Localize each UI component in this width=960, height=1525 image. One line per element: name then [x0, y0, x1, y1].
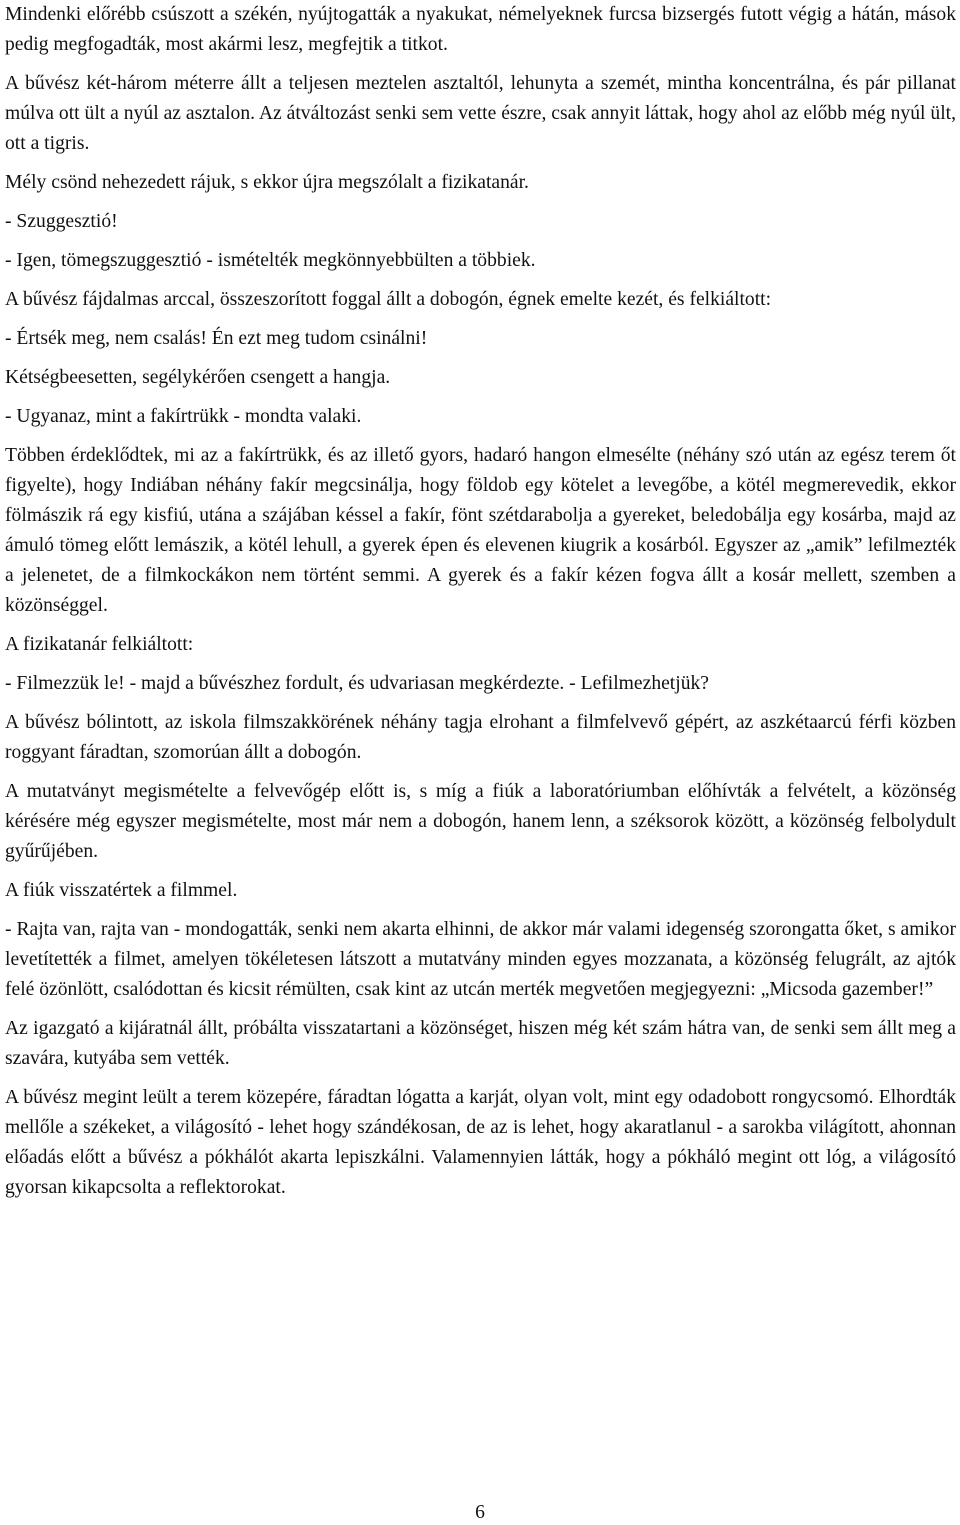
paragraph-12: - Filmezzük le! - majd a bűvészhez fordult, és udvariasan megkérdezte. - Lefilmezhetjük? [5, 673, 709, 694]
paragraph-16: - Rajta van, rajta van - mondogatták, senki nem akarta elhinni, de akkor már valami idegenség szorongatta őket, s amikor levetítették a filmet, amelyen tökéletesen látszott a mutatvány minden egyes mozzanata, a közönség felugrált, az ajtók felé özönlött, csalódottan és kicsit rémülten, csak kint az utcán merték megvetően megjegyezni: „Micsoda gazember!” [5, 919, 956, 1000]
paragraph-5: - Igen, tömegszuggesztió - ismételték megkönnyebbülten a többiek. [5, 250, 536, 271]
paragraph-1: Mindenki előrébb csúszott a székén, nyújtogatták a nyakukat, némelyeknek furcsa bizsergés futott végig a hátán, mások pedig megfogadták, most akármi lesz, megfejtik a titkot. [5, 4, 956, 55]
paragraph-15: A fiúk visszatértek a filmmel. [5, 880, 238, 901]
paragraph-4: - Szuggesztió! [5, 211, 118, 232]
paragraph-18: A bűvész megint leült a terem közepére, fáradtan lógatta a karját, olyan volt, mint egy odadobott rongycsomó. Elhordták mellőle a székeket, a világosító - lehet hogy szándékosan, de az is lehet, hogy akaratlanul - a sarokba világított, ahonnan előadás előtt a bűvész a pókhálót akarta lepiszkálni. Valamennyien látták, hogy a pókháló megint ott lóg, a világosító gyorsan kikapcsolta a reflektorokat. [5, 1087, 956, 1198]
paragraph-6: A bűvész fájdalmas arccal, összeszorított foggal állt a dobogón, égnek emelte kezét, és felkiáltott: [5, 289, 772, 310]
paragraph-2: A bűvész két-három méterre állt a teljesen meztelen asztaltól, lehunyta a szemét, mintha koncentrálna, és pár pillanat múlva ott ült a nyúl az asztalon. Az átváltozást senki sem vette észre, csak annyit láttak, hogy ahol az előbb még nyúl ült, ott a tigris. [5, 73, 956, 154]
paragraph-3: Mély csönd nehezedett rájuk, s ekkor újra megszólalt a fizikatanár. [5, 172, 529, 193]
paragraph-9: - Ugyanaz, mint a fakírtrükk - mondta valaki. [5, 406, 362, 427]
paragraph-13: A bűvész bólintott, az iskola filmszakkörének néhány tagja elrohant a filmfelvevő gépért, az aszkétaarcú férfi közben roggyant fáradtan, szomorúan állt a dobogón. [5, 712, 956, 763]
paragraph-7: - Értsék meg, nem csalás! Én ezt meg tudom csinálni! [5, 328, 428, 349]
page-number: 6 [475, 1502, 485, 1523]
paragraph-14: A mutatványt megismételte a felvevőgép előtt is, s míg a fiúk a laboratóriumban előhívták a felvételt, a közönség kérésére még egyszer megismételte, most már nem a dobogón, hanem lenn, a széksorok között, a közönség felbolydult gyűrűjében. [5, 781, 956, 862]
document-page [5, 0, 956, 1212]
paragraph-17: Az igazgató a kijáratnál állt, próbálta visszatartani a közönséget, hiszen még két szám hátra van, de senki sem állt meg a szavára, kutyába sem vették. [5, 1018, 956, 1069]
paragraph-8: Kétségbeesetten, segélykérően csengett a hangja. [5, 367, 391, 388]
paragraph-11: A fizikatanár felkiáltott: [5, 634, 194, 655]
paragraph-10: Többen érdeklődtek, mi az a fakírtrükk, és az illető gyors, hadaró hangon elmesélte (néhány szó után az egész terem őt figyelte), hogy Indiában néhány fakír megcsinálja, hogy földob egy kötelet a levegőbe, a kötél megmerevedik, ekkor fölmászik rá egy kisfiú, utána a szájában késsel a fakír, fönt szétdarabolja a gyereket, beledobálja egy kosárba, majd az ámuló tömeg előtt lemászik, a kötél lehull, a gyerek épen és elevenen kiugrik a kosárból. Egyszer az „amik” lefilmezték a jelenetet, de a filmkockákon nem történt semmi. A gyerek és a fakír kézen fogva állt a kosár mellett, szemben a közönséggel. [5, 445, 956, 616]
